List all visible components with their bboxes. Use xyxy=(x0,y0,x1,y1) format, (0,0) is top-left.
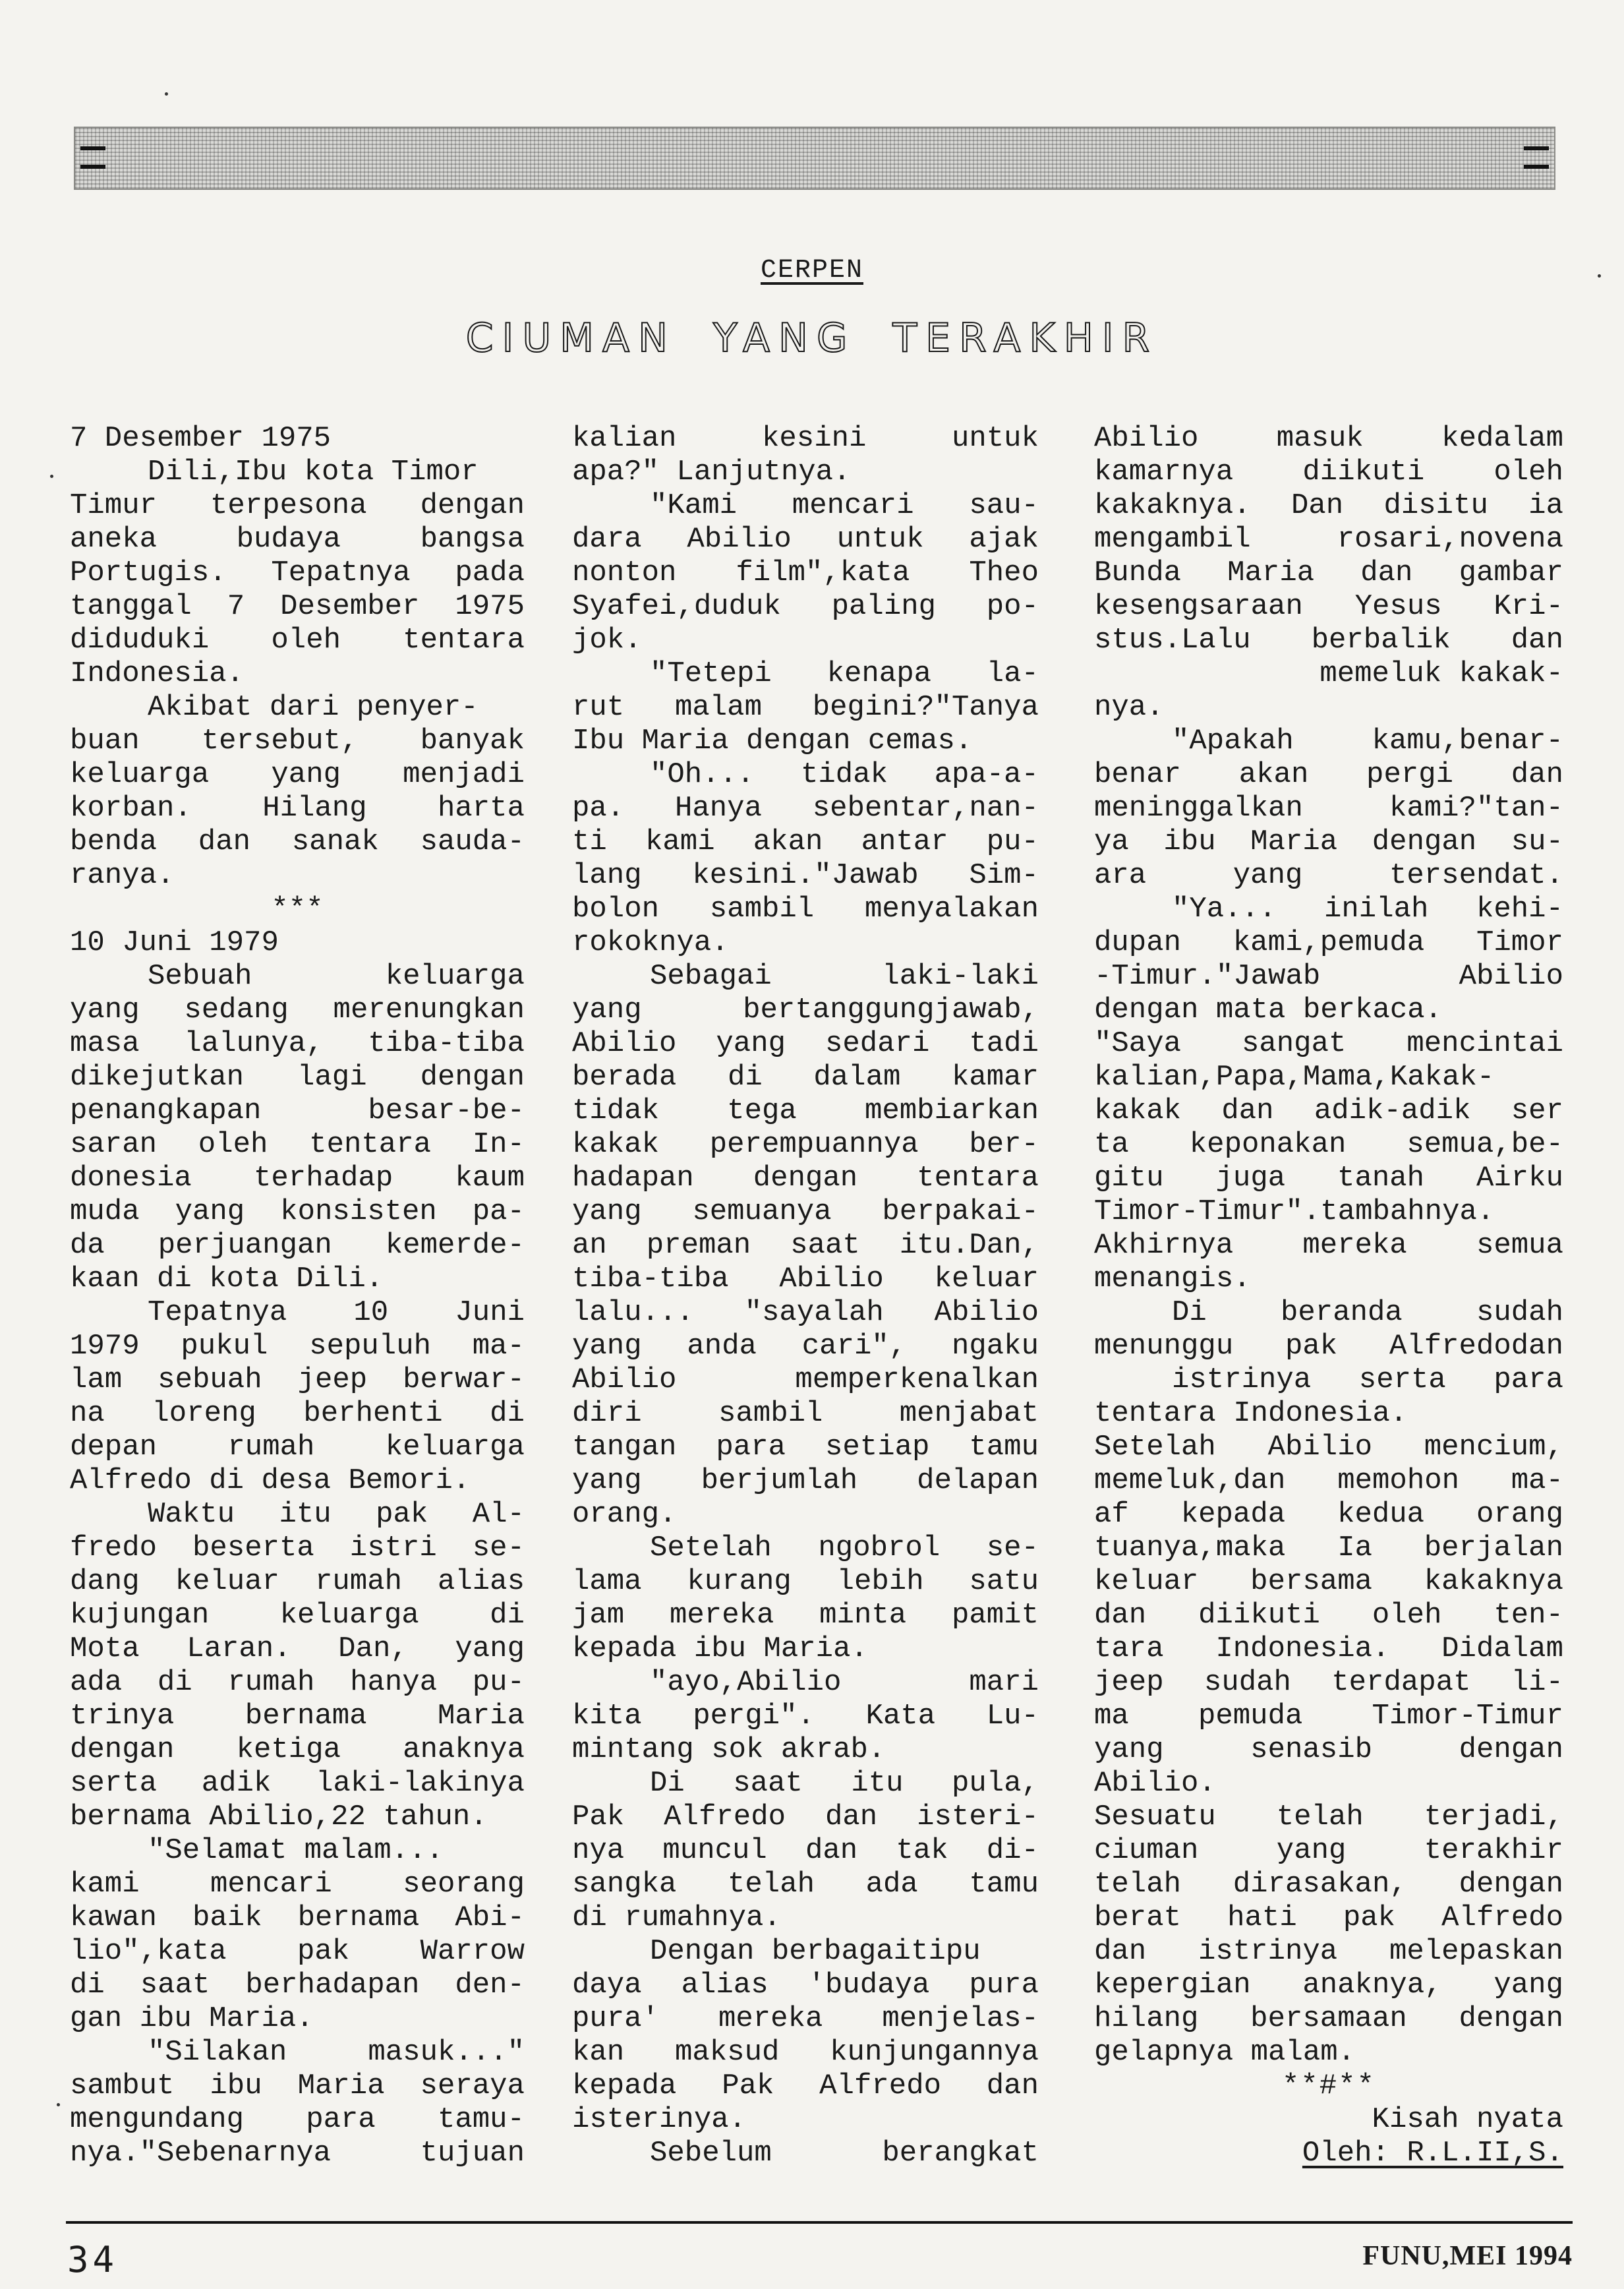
text-line: yang anda cari", ngaku xyxy=(572,1330,1039,1363)
text-column-1 xyxy=(70,422,525,2170)
text-line: kalian,Papa,Mama,Kakak- xyxy=(1094,1061,1495,1094)
text-line: donesia terhadap kaum xyxy=(70,1162,525,1195)
text-line: tuanya,maka Ia berjalan xyxy=(1094,1531,1563,1564)
text-line: yang semuanya berpakai- xyxy=(572,1195,1039,1228)
text-line: "Ya... inilah kehi- xyxy=(1172,893,1563,926)
text-line: "Saya sangat mencintai xyxy=(1094,1027,1563,1060)
text-line: kepada ibu Maria. xyxy=(572,1632,868,1665)
text-line: ranya. xyxy=(70,859,175,892)
text-line: Waktu itu pak Al- xyxy=(148,1498,525,1531)
text-line: -Timur."Jawab Abilio xyxy=(1094,960,1563,993)
text-line: diduduki oleh tentara xyxy=(70,624,525,657)
story-title: CIUMAN YANG TERAKHIR xyxy=(465,315,1159,361)
page-number: 34 xyxy=(67,2239,119,2280)
text-line: fredo beserta istri se- xyxy=(70,1531,525,1564)
text-line: kakaknya. Dan disitu ia xyxy=(1094,489,1563,522)
text-line: diri sambil menjabat xyxy=(572,1397,1039,1430)
text-line: kawan baik bernama Abi- xyxy=(70,1901,525,1934)
text-line: kesengsaraan Yesus Kri- xyxy=(1094,590,1563,623)
scan-speck xyxy=(50,475,53,478)
text-line: istrinya serta para xyxy=(1172,1363,1563,1396)
text-line: Sebagai laki-laki xyxy=(650,960,1039,993)
text-line: lio",kata pak Warrow xyxy=(70,1935,525,1968)
text-line: "Apakah kamu,benar- xyxy=(1172,725,1563,758)
text-line: jok. xyxy=(572,624,642,657)
text-line: benda dan sanak sauda- xyxy=(70,825,525,858)
text-line: yang bertanggungjawab, xyxy=(572,994,1039,1026)
text-line: di saat berhadapan den- xyxy=(70,1969,525,2002)
text-line: berat hati pak Alfredo xyxy=(1094,1901,1563,1934)
text-line: Portugis. Tepatnya pada xyxy=(70,556,525,589)
text-line: Di saat itu pula, xyxy=(650,1767,1039,1800)
text-line: menunggu pak Alfredodan xyxy=(1094,1330,1563,1363)
text-line: da perjuangan kemerde- xyxy=(70,1229,525,1262)
text-line: serta adik laki-lakinya xyxy=(70,1767,525,1800)
text-line: pura' mereka menjelas- xyxy=(572,2002,1039,2035)
text-line: Abilio memperkenalkan xyxy=(572,1363,1039,1396)
text-line: Akibat dari penyer- xyxy=(148,691,478,724)
text-line: di rumahnya. xyxy=(572,1901,781,1934)
text-line: dara Abilio untuk ajak xyxy=(572,523,1039,556)
text-line: hilang bersamaan dengan xyxy=(1094,2002,1563,2035)
issue-label: FUNU,MEI 1994 xyxy=(1362,2241,1573,2271)
text-line: kepergian anaknya, yang xyxy=(1094,1969,1563,2002)
text-line: daya alias 'budaya pura xyxy=(572,1969,1039,2002)
text-line: Setelah Abilio mencium, xyxy=(1094,1431,1563,1464)
text-line: telah dirasakan, dengan xyxy=(1094,1868,1563,1901)
text-line: dupan kami,pemuda Timor xyxy=(1094,926,1563,959)
text-line: Timur terpesona dengan xyxy=(70,489,525,522)
text-line: Indonesia. xyxy=(70,657,245,690)
text-line: lam sebuah jeep berwar- xyxy=(70,1363,525,1396)
text-line: ara yang tersendat. xyxy=(1094,859,1563,892)
text-line: "Silakan masuk..." xyxy=(148,2036,525,2069)
text-line: 1979 pukul sepuluh ma- xyxy=(70,1330,525,1363)
text-line: mintang sok akrab. xyxy=(572,1733,886,1766)
text-line: yang berjumlah delapan xyxy=(572,1464,1039,1497)
text-line: Akhirnya mereka semua xyxy=(1094,1229,1563,1262)
text-line: Dengan berbagaitipu xyxy=(650,1935,981,1968)
text-line: tangan para setiap tamu xyxy=(572,1431,1039,1464)
text-line: lalu... "sayalah Abilio xyxy=(572,1296,1039,1329)
text-line: nonton film",kata Theo xyxy=(572,556,1039,589)
text-line: Pak Alfredo dan isteri- xyxy=(572,1800,1039,1833)
text-line: saran oleh tentara In- xyxy=(70,1128,525,1161)
text-line: **#** xyxy=(1281,2069,1376,2102)
section-rubric: CERPEN xyxy=(760,256,864,285)
text-line: yang sedang merenungkan xyxy=(70,994,525,1026)
text-line: Ibu Maria dengan cemas. xyxy=(572,725,973,758)
text-line: lama kurang lebih satu xyxy=(572,1565,1039,1598)
text-line: 7 Desember 1975 xyxy=(70,422,332,455)
text-column-3 xyxy=(1094,422,1563,2170)
text-line: Mota Laran. Dan, yang xyxy=(70,1632,525,1665)
text-line: buan tersebut, banyak xyxy=(70,725,525,758)
text-line: gelapnya malam. xyxy=(1094,2036,1356,2069)
text-line: tara Indonesia. Didalam xyxy=(1094,1632,1563,1665)
text-line: muda yang konsisten pa- xyxy=(70,1195,525,1228)
text-line: nya muncul dan tak di- xyxy=(572,1834,1039,1867)
text-line: rut malam begini?"Tanya xyxy=(572,691,1039,724)
text-line: ada di rumah hanya pu- xyxy=(70,1666,525,1699)
text-line: bolon sambil menyalakan xyxy=(572,893,1039,926)
text-line: menangis. xyxy=(1094,1263,1251,1295)
text-line: dan istrinya melepaskan xyxy=(1094,1935,1563,1968)
text-line: dan diikuti oleh ten- xyxy=(1094,1599,1563,1632)
banner-mark-right xyxy=(1524,142,1549,174)
text-line: masa lalunya, tiba-tiba xyxy=(70,1027,525,1060)
text-line: tidak tega membiarkan xyxy=(572,1094,1039,1127)
text-line: hadapan dengan tentara xyxy=(572,1162,1039,1195)
text-line: rokoknya. xyxy=(572,926,729,959)
text-line: penangkapan besar-be- xyxy=(70,1094,525,1127)
text-line: *** xyxy=(271,893,324,926)
text-line: benar akan pergi dan xyxy=(1094,758,1563,791)
scan-speck xyxy=(57,2103,60,2106)
text-line: nya."Sebenarnya tujuan xyxy=(70,2137,525,2170)
text-line: Tepatnya 10 Juni xyxy=(148,1296,525,1329)
text-line: kita pergi". Kata Lu- xyxy=(572,1700,1039,1733)
text-line: tanggal 7 Desember 1975 xyxy=(70,590,525,623)
text-line: dengan ketiga anaknya xyxy=(70,1733,525,1766)
text-line: memeluk,dan memohon ma- xyxy=(1094,1464,1563,1497)
text-line: kami mencari seorang xyxy=(70,1868,525,1901)
text-line: gitu juga tanah Airku xyxy=(1094,1162,1563,1195)
text-line: orang. xyxy=(572,1498,677,1531)
text-line: korban. Hilang harta xyxy=(70,792,525,825)
text-line: sangka telah ada tamu xyxy=(572,1868,1039,1901)
text-line: isterinya. xyxy=(572,2103,747,2136)
text-line: Syafei,duduk paling po- xyxy=(572,590,1039,623)
text-line: Timor-Timur".tambahnya. xyxy=(1094,1195,1495,1228)
text-line: bernama Abilio,22 tahun. xyxy=(70,1800,488,1833)
text-line: dengan mata berkaca. xyxy=(1094,994,1443,1026)
text-line: ma pemuda Timor-Timur xyxy=(1094,1700,1563,1733)
text-line: Sebuah keluarga xyxy=(148,960,525,993)
text-line: Oleh: R.L.II,S. xyxy=(1302,2137,1563,2170)
text-column-2 xyxy=(572,422,1039,2170)
text-line: na loreng berhenti di xyxy=(70,1397,525,1430)
text-line: yang senasib dengan xyxy=(1094,1733,1563,1766)
text-line: Abilio masuk kedalam xyxy=(1094,422,1563,455)
text-line: jam mereka minta pamit xyxy=(572,1599,1039,1632)
text-line: kalian kesini untuk xyxy=(572,422,1039,455)
text-line: ciuman yang terakhir xyxy=(1094,1834,1563,1867)
text-line: Bunda Maria dan gambar xyxy=(1094,556,1563,589)
text-line: aneka budaya bangsa xyxy=(70,523,525,556)
text-line: kujungan keluarga di xyxy=(70,1599,525,1632)
text-line: Abilio yang sedari tadi xyxy=(572,1027,1039,1060)
text-line: kakak dan adik-adik ser xyxy=(1094,1094,1563,1127)
text-line: Di beranda sudah xyxy=(1172,1296,1563,1329)
text-line: "Selamat malam... xyxy=(148,1834,444,1867)
text-line: stus.Lalu berbalik dan xyxy=(1094,624,1563,657)
text-line: Abilio. xyxy=(1094,1767,1216,1800)
text-line: lang kesini."Jawab Sim- xyxy=(572,859,1039,892)
text-line: Sesuatu telah terjadi, xyxy=(1094,1800,1563,1833)
header-banner xyxy=(74,127,1555,190)
text-line: memeluk kakak- xyxy=(1320,657,1563,690)
text-line: trinya bernama Maria xyxy=(70,1700,525,1733)
scan-speck xyxy=(1598,274,1601,278)
text-line: dang keluar rumah alias xyxy=(70,1565,525,1598)
text-line: mengambil rosari,novena xyxy=(1094,523,1563,556)
text-line: ya ibu Maria dengan su- xyxy=(1094,825,1563,858)
footer-rule xyxy=(66,2221,1573,2224)
text-line: Sebelum berangkat xyxy=(650,2137,1039,2170)
text-line: ti kami akan antar pu- xyxy=(572,825,1039,858)
text-line: Dili,Ibu kota Timor xyxy=(148,456,478,489)
text-line: "ayo,Abilio mari xyxy=(650,1666,1039,1699)
text-line: gan ibu Maria. xyxy=(70,2002,314,2035)
text-line: kaan di kota Dili. xyxy=(70,1263,384,1295)
banner-mark-left xyxy=(80,142,105,174)
text-line: mengundang para tamu- xyxy=(70,2103,525,2136)
text-line: depan rumah keluarga xyxy=(70,1431,525,1464)
text-line: "Tetepi kenapa la- xyxy=(650,657,1039,690)
text-line: ta keponakan semua,be- xyxy=(1094,1128,1563,1161)
text-line: 10 Juni 1979 xyxy=(70,926,279,959)
text-line: meninggalkan kami?"tan- xyxy=(1094,792,1563,825)
text-line: sambut ibu Maria seraya xyxy=(70,2069,525,2102)
text-line: berada di dalam kamar xyxy=(572,1061,1039,1094)
text-line: Kisah nyata xyxy=(1372,2103,1563,2136)
text-line: keluar bersama kakaknya xyxy=(1094,1565,1563,1598)
text-line: "Oh... tidak apa-a- xyxy=(650,758,1039,791)
text-line: pa. Hanya sebentar,nan- xyxy=(572,792,1039,825)
text-line: kakak perempuannya ber- xyxy=(572,1128,1039,1161)
text-line: dikejutkan lagi dengan xyxy=(70,1061,525,1094)
text-line: kepada Pak Alfredo dan xyxy=(572,2069,1039,2102)
text-line: tiba-tiba Abilio keluar xyxy=(572,1263,1039,1295)
text-line: kamarnya diikuti oleh xyxy=(1094,456,1563,489)
text-line: apa?" Lanjutnya. xyxy=(572,456,851,489)
text-line: tentara Indonesia. xyxy=(1094,1397,1408,1430)
text-line: Setelah ngobrol se- xyxy=(650,1531,1039,1564)
text-line: an preman saat itu.Dan, xyxy=(572,1229,1039,1262)
scan-speck xyxy=(165,92,168,96)
text-line: "Kami mencari sau- xyxy=(650,489,1039,522)
text-line: kan maksud kunjungannya xyxy=(572,2036,1039,2069)
text-line: jeep sudah terdapat li- xyxy=(1094,1666,1563,1699)
text-line: Alfredo di desa Bemori. xyxy=(70,1464,471,1497)
text-line: nya. xyxy=(1094,691,1164,724)
text-line: keluarga yang menjadi xyxy=(70,758,525,791)
text-line: af kepada kedua orang xyxy=(1094,1498,1563,1531)
